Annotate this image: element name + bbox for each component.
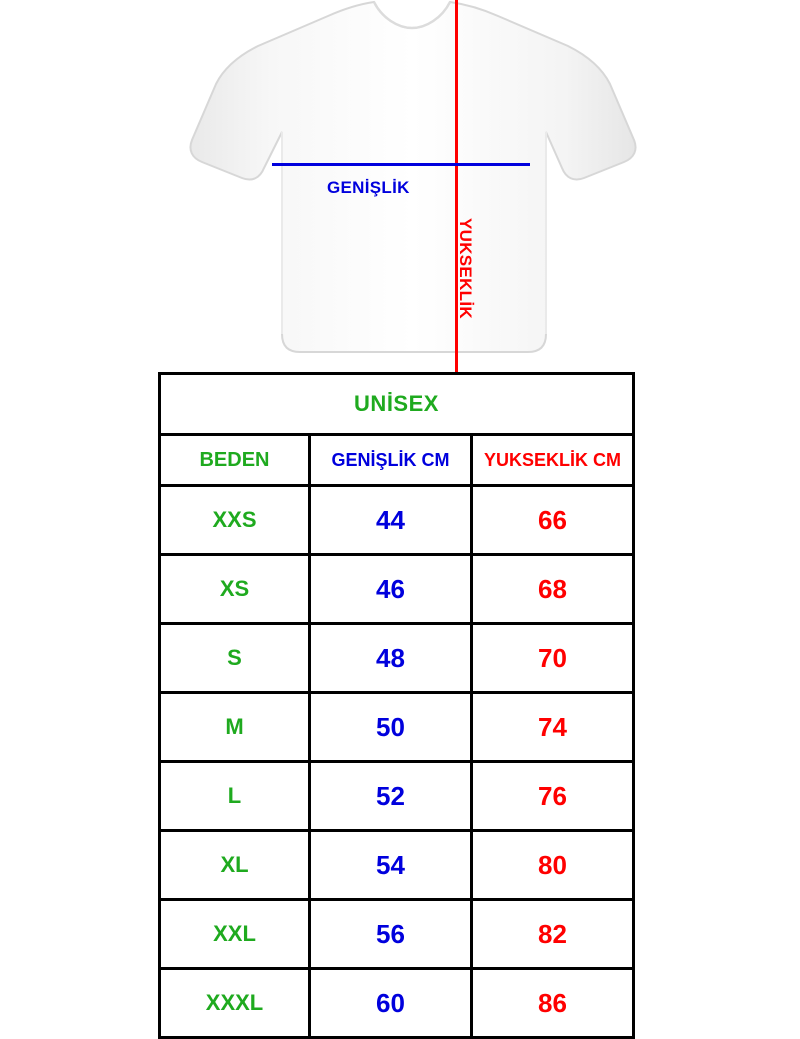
width-label: GENİŞLİK (327, 178, 410, 197)
header-height: YUKSEKLİK CM (472, 435, 634, 486)
cell-size: XS (160, 555, 310, 624)
table-title: UNİSEX (160, 374, 634, 435)
cell-width: 44 (310, 486, 472, 555)
cell-width: 46 (310, 555, 472, 624)
header-width: GENİŞLİK CM (310, 435, 472, 486)
header-size: BEDEN (160, 435, 310, 486)
cell-height: 74 (472, 693, 634, 762)
cell-width: 54 (310, 831, 472, 900)
table-row (160, 831, 634, 900)
table-row (160, 486, 634, 555)
table-row (160, 762, 634, 831)
cell-width: 48 (310, 624, 472, 693)
cell-height: 70 (472, 624, 634, 693)
table-row (160, 969, 634, 1038)
tshirt-illustration (0, 0, 800, 372)
height-label: YUKSEKLİK (456, 218, 475, 319)
table-row (160, 555, 634, 624)
table-row (160, 693, 634, 762)
cell-width: 52 (310, 762, 472, 831)
cell-size: XXXL (160, 969, 310, 1038)
table-header-row (160, 435, 634, 486)
table-title-row (160, 374, 634, 435)
cell-height: 86 (472, 969, 634, 1038)
cell-size: M (160, 693, 310, 762)
cell-height: 80 (472, 831, 634, 900)
cell-height: 76 (472, 762, 634, 831)
cell-width: 50 (310, 693, 472, 762)
width-measure-line (272, 163, 530, 166)
size-table (158, 372, 635, 1039)
cell-size: XL (160, 831, 310, 900)
cell-width: 60 (310, 969, 472, 1038)
cell-height: 66 (472, 486, 634, 555)
table-row (160, 624, 634, 693)
table-row (160, 900, 634, 969)
cell-width: 56 (310, 900, 472, 969)
cell-height: 82 (472, 900, 634, 969)
cell-height: 68 (472, 555, 634, 624)
cell-size: L (160, 762, 310, 831)
cell-size: XXL (160, 900, 310, 969)
cell-size: XXS (160, 486, 310, 555)
cell-size: S (160, 624, 310, 693)
